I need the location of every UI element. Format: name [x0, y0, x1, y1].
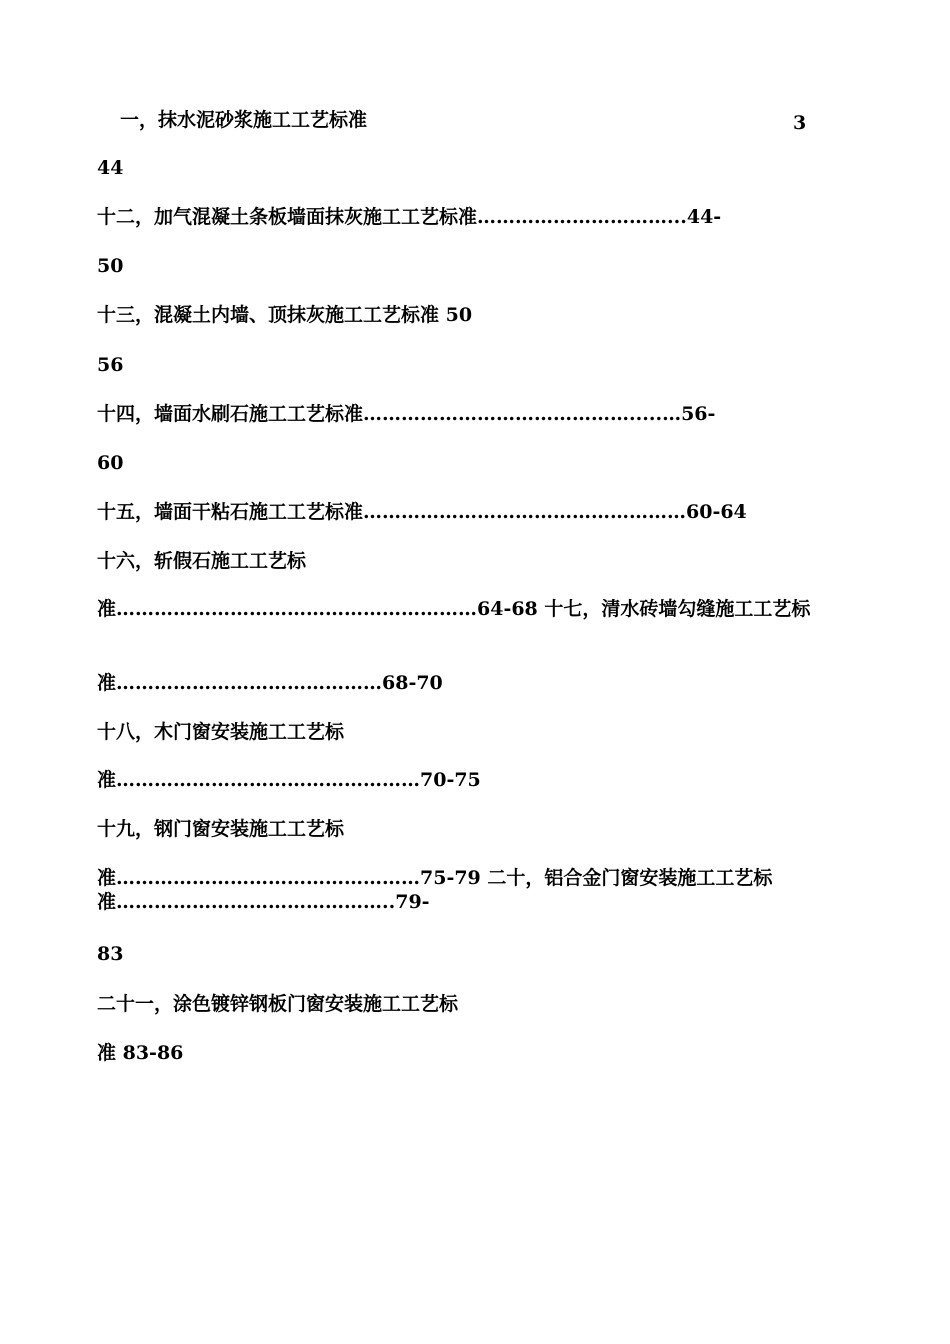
toc-entry-17-cont: 准……………………………………68-70: [97, 672, 443, 694]
toc-entry-16: 十六，斩假石施工工艺标: [97, 550, 307, 572]
toc-entry-19-20: 准…………………………………………75-79 二十，铝合金门窗安装施工工艺标准……………………………………..79-: [97, 867, 773, 913]
toc-entry-15: 十五，墙面干粘石施工工艺标准……………………………………………60-64: [97, 501, 747, 523]
toc-entry-18-cont: 准…………………………………………70-75: [97, 769, 481, 791]
toc-entry-14: 十四，墙面水刷石施工工艺标准…………………………………….....…56-: [97, 403, 716, 425]
toc-entry-18: 十八，木门窗安装施工工艺标: [97, 721, 345, 743]
toc-page-ref: 50: [97, 255, 124, 277]
toc-page-ref: 44: [97, 157, 124, 179]
toc-entry-1-page: 3: [793, 112, 807, 134]
toc-page-ref: 60: [97, 452, 124, 474]
toc-entry-21: 二十一，涂色镀锌钢板门窗安装施工工艺标: [97, 993, 459, 1015]
toc-entry-1: 一，抹水泥砂浆施工工艺标准: [120, 109, 368, 131]
toc-entry-13: 十三，混凝土内墙、顶抹灰施工工艺标准 50: [97, 304, 473, 326]
toc-page-ref: 83: [97, 943, 124, 965]
toc-entry-21-cont: 准 83-86: [97, 1042, 184, 1064]
toc-entry-16-17: 准…………………………………………………64-68 十七，清水砖墙勾缝施工工艺标: [97, 598, 811, 620]
toc-page-ref: 56: [97, 354, 124, 376]
toc-entry-12: 十二，加气混凝土条板墙面抹灰施工工艺标准…………………………...44-: [97, 206, 722, 228]
toc-entry-19: 十九，钢门窗安装施工工艺标: [97, 818, 345, 840]
